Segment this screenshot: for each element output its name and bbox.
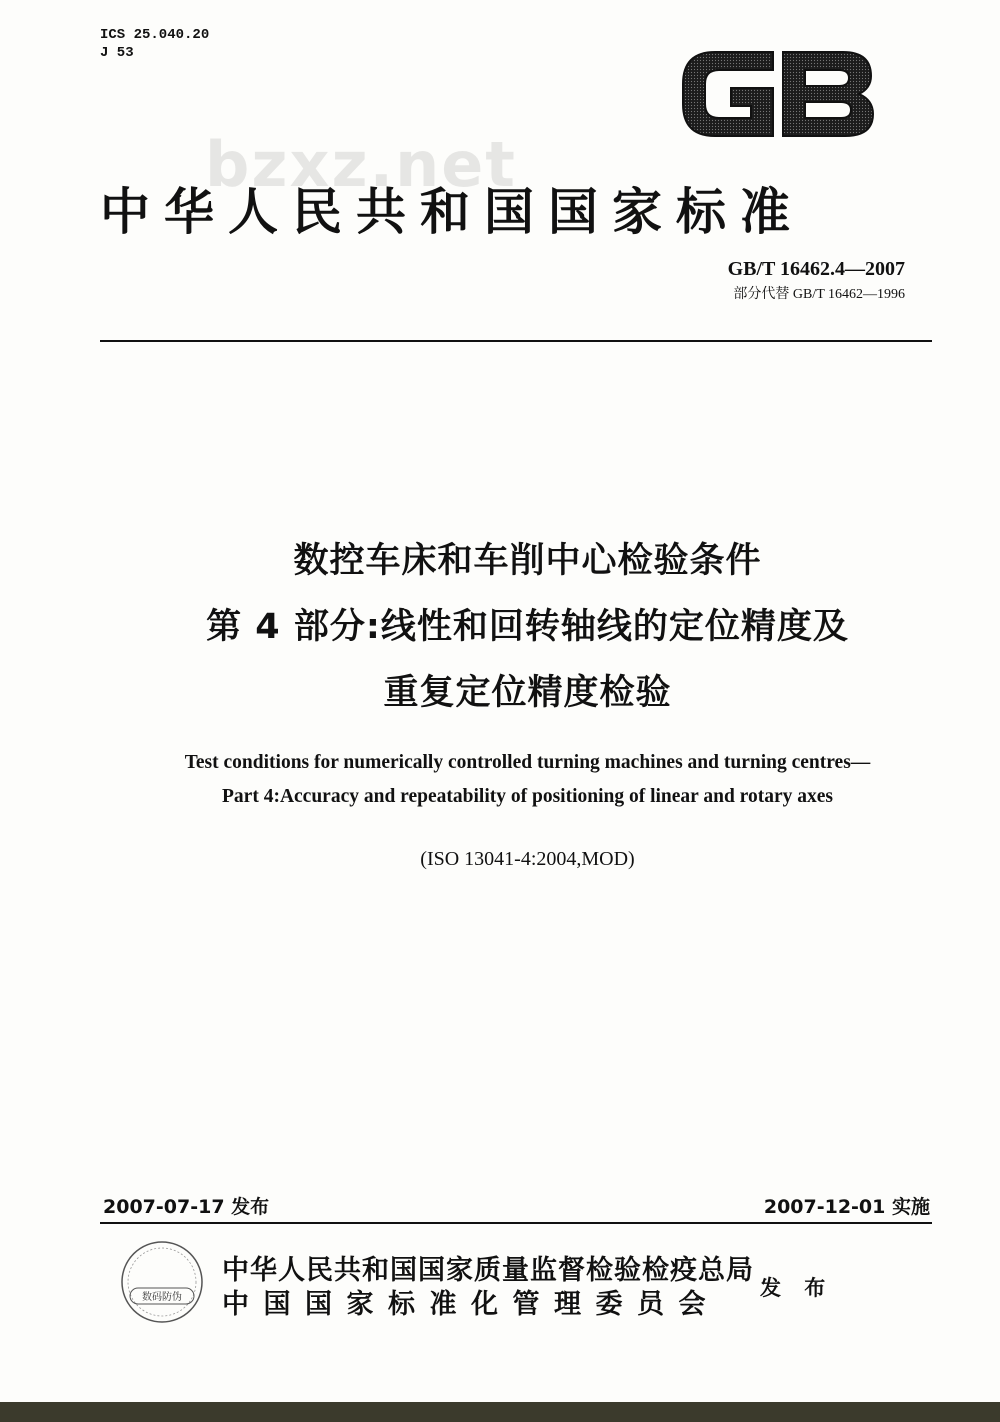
chinese-title-line-3: 重复定位精度检验 xyxy=(383,673,672,713)
chinese-title-line-1: 数控车床和车削中心检验条件 xyxy=(293,541,762,581)
chinese-title-line-2: 第 4 部分:线性和回转轴线的定位精度及 xyxy=(206,607,849,647)
english-title-line-2: Part 4:Accuracy and repeatability of positioning of linear and rotary axes xyxy=(222,786,833,807)
header-divider xyxy=(100,340,932,342)
iso-reference: (ISO 13041-4:2004,MOD) xyxy=(420,848,635,870)
class-code: J 53 xyxy=(100,45,134,61)
scan-edge-band xyxy=(0,1402,1000,1422)
english-title xyxy=(60,746,995,814)
authority-line-2: 中国国家标准化管理委员会 xyxy=(222,1289,720,1320)
publish-label: 发 布 xyxy=(760,1276,834,1300)
chinese-title xyxy=(60,528,995,726)
anti-counterfeit-stamp-icon xyxy=(118,1238,206,1326)
classification-codes xyxy=(100,26,209,62)
issue-date: 2007-07-17 发布 xyxy=(103,1196,270,1218)
authority-line-1: 中华人民共和国国家质量监督检验检疫总局 xyxy=(222,1255,754,1286)
english-title-line-1: Test conditions for numerically controlled turning machines and turning centres— xyxy=(184,752,871,773)
standard-number-block xyxy=(728,258,905,303)
stamp-label: 数码防伪 xyxy=(142,1292,182,1303)
gb-logo-icon xyxy=(675,38,880,150)
footer-divider xyxy=(100,1222,932,1224)
watermark-text: bzxz.net xyxy=(205,128,517,201)
national-standard-title: 中华人民共和国国家标准 xyxy=(100,182,804,241)
ics-code: ICS 25.040.20 xyxy=(100,27,210,43)
implementation-date: 2007-12-01 实施 xyxy=(763,1196,930,1218)
replaces-note: 部分代替 GB/T 16462—1996 xyxy=(733,287,905,302)
standard-number: GB/T 16462.4—2007 xyxy=(727,258,905,280)
issuing-authorities xyxy=(222,1254,754,1322)
